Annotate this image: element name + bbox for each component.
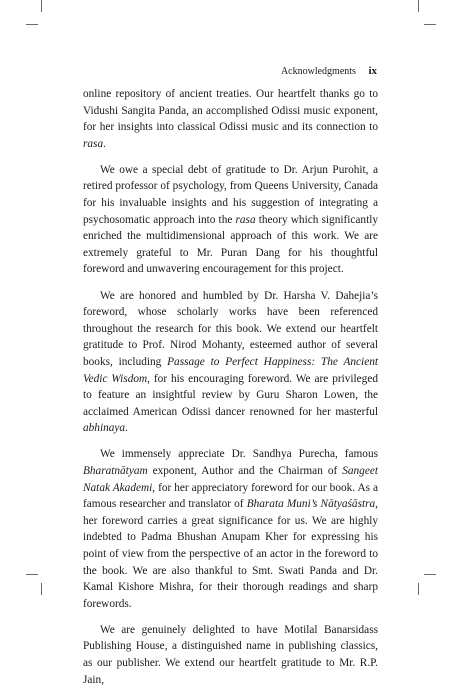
page-number: ix bbox=[368, 65, 377, 77]
text-run: . bbox=[103, 137, 106, 150]
body-text bbox=[83, 86, 378, 698]
text-run: , her foreword carries a great significance for us. We are highly indebted to Padma Bhushan Anupam Kher for expressing his point of view from the perspective of an actor in the foreword to the book. We are also thankful to Smt. Swati Panda and Dr. Kamal Kishore Mishra, for their thorough readings and sharp forewords. bbox=[83, 498, 378, 610]
paragraph bbox=[83, 162, 378, 278]
crop-mark-top-left bbox=[26, 24, 38, 25]
crop-mark-top-right bbox=[418, 0, 419, 12]
italic-term: Sangeet Natak Akademi bbox=[83, 464, 378, 494]
text-run: theory which significantly enriched the multidimensional approach of this work. We are extremely grateful to Mr. Puran Dang for his thoughtful foreword and unwavering encouragement for this project. bbox=[83, 213, 378, 276]
text-run: , for his encouraging foreword. We are privileged to feature an insightful review by Guru Sharon Lowen, the acclaimed American Odissi dancer renowned for her masterful bbox=[83, 372, 378, 418]
italic-term: Passage to Perfect Happiness: The Ancient Vedic Wisdom bbox=[83, 355, 378, 385]
crop-mark-top-left bbox=[41, 0, 42, 12]
text-run: We immensely appreciate Dr. Sandhya Purecha, famous bbox=[100, 448, 378, 461]
crop-mark-top-right bbox=[424, 24, 436, 25]
italic-term: rasa bbox=[235, 213, 256, 226]
text-run: , for her appreciatory foreword for our book. As a famous researcher and translator of bbox=[83, 481, 378, 511]
text-run: exponent, Author and the Chairman of bbox=[147, 464, 343, 477]
crop-mark-bottom-left bbox=[41, 583, 42, 595]
running-head-title: Acknowledgments bbox=[280, 66, 356, 77]
text-run: We are genuinely delighted to have Motilal Banarsidass Publishing House, a distinguished name in publishing classics, as our publisher. We extend our heartfelt gratitude to Mr. R.P. Jain, bbox=[83, 623, 378, 686]
paragraph bbox=[83, 622, 378, 688]
italic-term: rasa bbox=[83, 137, 104, 150]
text-run: online repository of ancient treaties. Our heartfelt thanks go to Vidushi Sangita Panda, an accomplished Odissi music exponent, for her insights into classical Odissi music and its connection to bbox=[83, 88, 378, 134]
running-head bbox=[281, 65, 377, 77]
text-run: We owe a special debt of gratitude to Dr. Arjun Purohit, a retired professor of psychology, from Queens University, Canada for his invaluable insights and his suggestion of integrating a psychosomatic approach into the bbox=[83, 163, 378, 226]
italic-term: abhinaya bbox=[83, 422, 126, 435]
paragraph bbox=[83, 86, 378, 152]
italic-term: Bharata Muni’s Nātyaśāstra bbox=[246, 498, 376, 511]
crop-mark-bottom-right bbox=[424, 574, 436, 575]
paragraph bbox=[83, 446, 378, 612]
italic-term: Bharatnātyam bbox=[83, 464, 148, 477]
crop-mark-bottom-right bbox=[418, 583, 419, 595]
crop-mark-bottom-left bbox=[26, 574, 38, 575]
text-run: We are honored and humbled by Dr. Harsha V. Dahejia’s foreword, whose scholarly works have been referenced throughout the research for this book. We extend our heartfelt gratitude to Prof. Nirod Mohanty, esteemed author of several books, including bbox=[83, 289, 378, 368]
text-run: . bbox=[125, 422, 128, 435]
paragraph bbox=[83, 288, 378, 437]
